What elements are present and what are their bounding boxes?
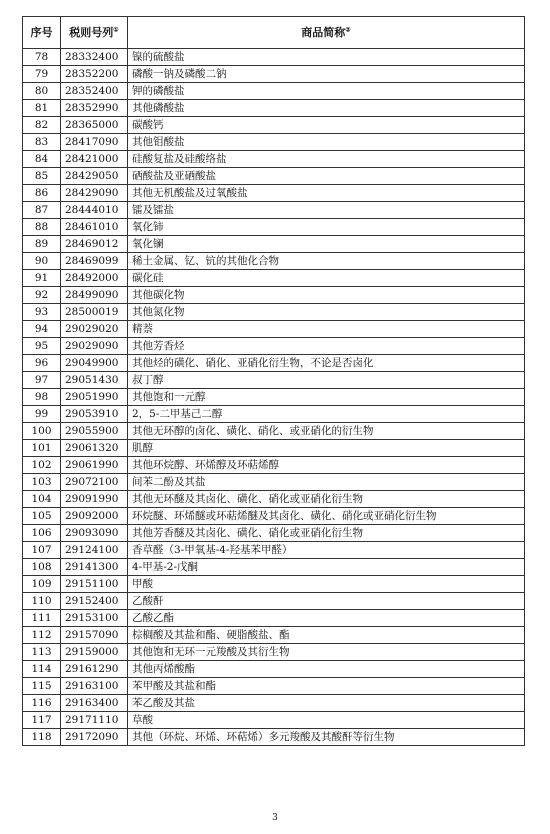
table-body <box>23 49 525 746</box>
cell-product-name: 其他芳香醚及其卤化、磺化、硝化或亚硝化衍生物 <box>128 525 525 542</box>
table-row <box>23 457 525 474</box>
cell-serial-number: 87 <box>23 202 61 219</box>
cell-serial-number: 102 <box>23 457 61 474</box>
cell-product-name: 环烷醚、环烯醚或环萜烯醚及其卤化、磺化、硝化或亚硝化衍生物 <box>128 508 525 525</box>
table-row <box>23 406 525 423</box>
cell-tariff-code: 28500019 <box>61 304 128 321</box>
cell-tariff-code: 29163400 <box>61 695 128 712</box>
cell-product-name: 肌醇 <box>128 440 525 457</box>
cell-product-name: 2，5-二甲基己二醇 <box>128 406 525 423</box>
table-row <box>23 695 525 712</box>
cell-tariff-code: 28352400 <box>61 83 128 100</box>
table-row <box>23 610 525 627</box>
cell-tariff-code: 29061990 <box>61 457 128 474</box>
cell-tariff-code: 28444010 <box>61 202 128 219</box>
cell-product-name: 其他钼酸盐 <box>128 134 525 151</box>
table-row <box>23 287 525 304</box>
cell-serial-number: 114 <box>23 661 61 678</box>
cell-serial-number: 115 <box>23 678 61 695</box>
cell-product-name: 苯甲酸及其盐和酯 <box>128 678 525 695</box>
cell-tariff-code: 29061320 <box>61 440 128 457</box>
cell-tariff-code: 28365000 <box>61 117 128 134</box>
cell-tariff-code: 29153100 <box>61 610 128 627</box>
table-row <box>23 678 525 695</box>
cell-tariff-code: 28352990 <box>61 100 128 117</box>
cell-serial-number: 88 <box>23 219 61 236</box>
page-number: 3 <box>272 813 278 823</box>
cell-product-name: 镭及镭盐 <box>128 202 525 219</box>
cell-serial-number: 117 <box>23 712 61 729</box>
table-row <box>23 185 525 202</box>
cell-product-name: 间苯二酚及其盐 <box>128 474 525 491</box>
table-row <box>23 168 525 185</box>
cell-product-name: 棕榈酸及其盐和酯、硬脂酸盐、酯 <box>128 627 525 644</box>
cell-product-name: 苯乙酸及其盐 <box>128 695 525 712</box>
cell-product-name: 其他（环烷、环烯、环萜烯）多元羧酸及其酸酐等衍生物 <box>128 729 525 746</box>
table-row <box>23 542 525 559</box>
cell-product-name: 稀土金属、钇、钪的其他化合物 <box>128 253 525 270</box>
cell-product-name: 其他烃的磺化、硝化、亚硝化衍生物，不论是否卤化 <box>128 355 525 372</box>
cell-tariff-code: 28499090 <box>61 287 128 304</box>
cell-product-name: 甲酸 <box>128 576 525 593</box>
cell-serial-number: 84 <box>23 151 61 168</box>
cell-product-name: 碳化硅 <box>128 270 525 287</box>
cell-product-name: 其他芳香烃 <box>128 338 525 355</box>
table-row <box>23 525 525 542</box>
header-serial-number: 序号 <box>23 17 61 49</box>
cell-product-name: 钾的磷酸盐 <box>128 83 525 100</box>
cell-product-name: 磷酸一钠及磷酸二钠 <box>128 66 525 83</box>
cell-product-name: 其他丙烯酸酯 <box>128 661 525 678</box>
cell-serial-number: 96 <box>23 355 61 372</box>
table-row <box>23 372 525 389</box>
table-row <box>23 627 525 644</box>
cell-product-name: 其他无环醇的卤化、磺化、硝化、或亚硝化的衍生物 <box>128 423 525 440</box>
table-row <box>23 508 525 525</box>
cell-serial-number: 95 <box>23 338 61 355</box>
table-row <box>23 440 525 457</box>
cell-product-name: 其他环烷醇、环烯醇及环萜烯醇 <box>128 457 525 474</box>
table-row <box>23 219 525 236</box>
cell-tariff-code: 29049900 <box>61 355 128 372</box>
cell-serial-number: 94 <box>23 321 61 338</box>
cell-serial-number: 111 <box>23 610 61 627</box>
cell-serial-number: 82 <box>23 117 61 134</box>
table-row <box>23 389 525 406</box>
cell-product-name: 碳酸钙 <box>128 117 525 134</box>
cell-serial-number: 105 <box>23 508 61 525</box>
cell-tariff-code: 29141300 <box>61 559 128 576</box>
cell-tariff-code: 28429090 <box>61 185 128 202</box>
table-row <box>23 559 525 576</box>
cell-tariff-code: 29157090 <box>61 627 128 644</box>
cell-product-name: 其他碳化物 <box>128 287 525 304</box>
cell-tariff-code: 29152400 <box>61 593 128 610</box>
cell-product-name: 乙酸酐 <box>128 593 525 610</box>
cell-serial-number: 78 <box>23 49 61 66</box>
cell-serial-number: 112 <box>23 627 61 644</box>
cell-product-name: 硅酸复盐及硅酸络盐 <box>128 151 525 168</box>
cell-product-name: 草酸 <box>128 712 525 729</box>
cell-product-name: 精萘 <box>128 321 525 338</box>
cell-serial-number: 118 <box>23 729 61 746</box>
cell-tariff-code: 29051430 <box>61 372 128 389</box>
cell-tariff-code: 29159000 <box>61 644 128 661</box>
cell-tariff-code: 29172090 <box>61 729 128 746</box>
cell-serial-number: 90 <box>23 253 61 270</box>
cell-tariff-code: 29161290 <box>61 661 128 678</box>
cell-tariff-code: 29171110 <box>61 712 128 729</box>
cell-tariff-code: 28421000 <box>61 151 128 168</box>
cell-serial-number: 110 <box>23 593 61 610</box>
cell-product-name: 其他饱和无环一元羧酸及其衍生物 <box>128 644 525 661</box>
table-row <box>23 474 525 491</box>
cell-serial-number: 92 <box>23 287 61 304</box>
cell-tariff-code: 29029090 <box>61 338 128 355</box>
cell-tariff-code: 29151100 <box>61 576 128 593</box>
cell-serial-number: 113 <box>23 644 61 661</box>
cell-serial-number: 83 <box>23 134 61 151</box>
cell-tariff-code: 29051990 <box>61 389 128 406</box>
table-row <box>23 576 525 593</box>
cell-serial-number: 116 <box>23 695 61 712</box>
table-row <box>23 712 525 729</box>
footnote-mark-1: ① <box>113 25 119 33</box>
cell-tariff-code: 28469099 <box>61 253 128 270</box>
cell-tariff-code: 28352200 <box>61 66 128 83</box>
cell-product-name: 乙酸乙酯 <box>128 610 525 627</box>
table-row <box>23 66 525 83</box>
table-row <box>23 49 525 66</box>
cell-serial-number: 97 <box>23 372 61 389</box>
cell-serial-number: 108 <box>23 559 61 576</box>
cell-serial-number: 81 <box>23 100 61 117</box>
cell-tariff-code: 29124100 <box>61 542 128 559</box>
cell-product-name: 氧化镧 <box>128 236 525 253</box>
cell-tariff-code: 29091990 <box>61 491 128 508</box>
table-row <box>23 423 525 440</box>
header-product-name: 商品简称② <box>128 17 525 49</box>
cell-product-name: 镍的硫酸盐 <box>128 49 525 66</box>
table-row <box>23 338 525 355</box>
table-row <box>23 202 525 219</box>
cell-tariff-code: 28469012 <box>61 236 128 253</box>
footnote-mark-2: ② <box>345 25 351 33</box>
cell-tariff-code: 29053910 <box>61 406 128 423</box>
cell-product-name: 其他无环醚及其卤化、磺化、硝化或亚硝化衍生物 <box>128 491 525 508</box>
table-row <box>23 321 525 338</box>
cell-tariff-code: 29092000 <box>61 508 128 525</box>
cell-serial-number: 98 <box>23 389 61 406</box>
cell-tariff-code: 28492000 <box>61 270 128 287</box>
cell-serial-number: 107 <box>23 542 61 559</box>
cell-serial-number: 86 <box>23 185 61 202</box>
table-row <box>23 644 525 661</box>
cell-serial-number: 103 <box>23 474 61 491</box>
cell-serial-number: 104 <box>23 491 61 508</box>
table-row <box>23 134 525 151</box>
cell-product-name: 其他氮化物 <box>128 304 525 321</box>
table-row <box>23 355 525 372</box>
cell-serial-number: 109 <box>23 576 61 593</box>
cell-serial-number: 79 <box>23 66 61 83</box>
cell-tariff-code: 28417090 <box>61 134 128 151</box>
cell-product-name: 其他无机酸盐及过氧酸盐 <box>128 185 525 202</box>
cell-serial-number: 100 <box>23 423 61 440</box>
tariff-table <box>22 16 525 746</box>
cell-tariff-code: 29093090 <box>61 525 128 542</box>
table-row <box>23 83 525 100</box>
cell-serial-number: 99 <box>23 406 61 423</box>
cell-product-name: 叔丁醇 <box>128 372 525 389</box>
cell-tariff-code: 29055900 <box>61 423 128 440</box>
cell-serial-number: 91 <box>23 270 61 287</box>
cell-tariff-code: 29029020 <box>61 321 128 338</box>
cell-product-name: 硒酸盐及亚硒酸盐 <box>128 168 525 185</box>
cell-product-name: 其他饱和一元醇 <box>128 389 525 406</box>
cell-tariff-code: 28429050 <box>61 168 128 185</box>
table-header <box>23 17 525 49</box>
table-row <box>23 491 525 508</box>
table-row <box>23 236 525 253</box>
cell-product-name: 氧化铈 <box>128 219 525 236</box>
table-row <box>23 729 525 746</box>
table-row <box>23 117 525 134</box>
cell-serial-number: 101 <box>23 440 61 457</box>
cell-tariff-code: 29163100 <box>61 678 128 695</box>
cell-serial-number: 80 <box>23 83 61 100</box>
table-row <box>23 661 525 678</box>
table-row <box>23 593 525 610</box>
cell-tariff-code: 29072100 <box>61 474 128 491</box>
table-row <box>23 100 525 117</box>
cell-serial-number: 93 <box>23 304 61 321</box>
cell-tariff-code: 28332400 <box>61 49 128 66</box>
table-row <box>23 253 525 270</box>
table-row <box>23 304 525 321</box>
cell-product-name: 香草醛（3-甲氧基-4-羟基苯甲醛） <box>128 542 525 559</box>
cell-serial-number: 106 <box>23 525 61 542</box>
cell-product-name: 4-甲基-2-戊酮 <box>128 559 525 576</box>
table-row <box>23 270 525 287</box>
cell-tariff-code: 28461010 <box>61 219 128 236</box>
cell-product-name: 其他磷酸盐 <box>128 100 525 117</box>
header-tariff-code: 税则号列① <box>61 17 128 49</box>
cell-serial-number: 85 <box>23 168 61 185</box>
cell-serial-number: 89 <box>23 236 61 253</box>
table-row <box>23 151 525 168</box>
